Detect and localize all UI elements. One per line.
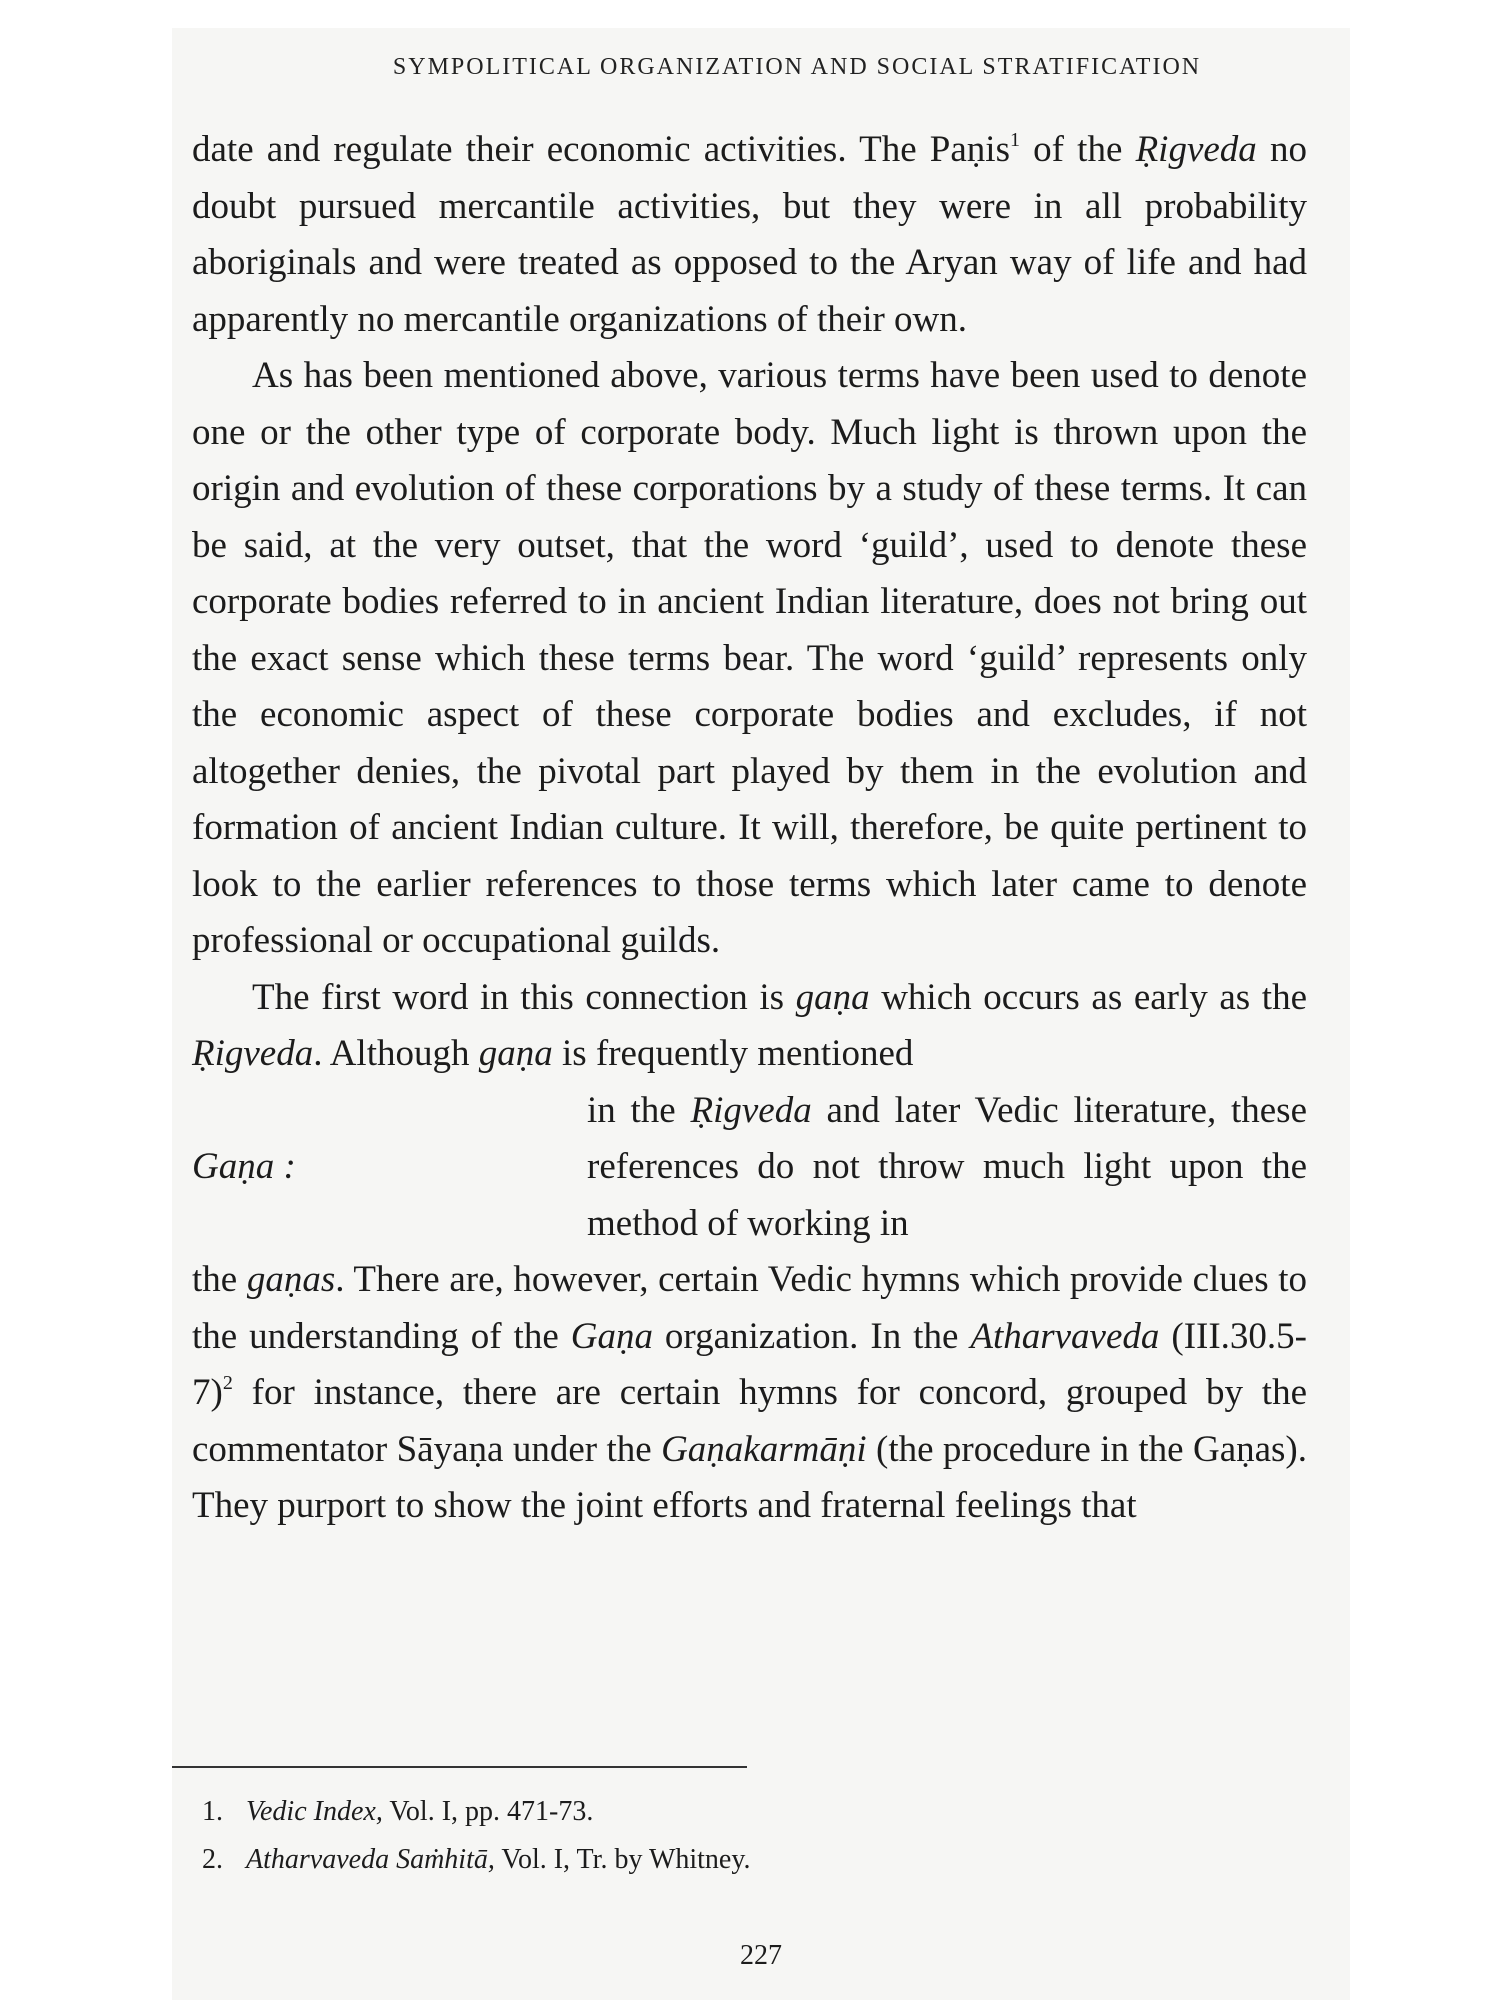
paragraph-4: the gaṇas. There are, however, certain Vedic hymns which provide clues to the understanding of the Gaṇa organization. In the Atharvaveda $(III.30.5-7)^2$ for instance, there are certain hymns for concord, grouped by the commentator Sāyaṇa under the Gaṇakarmāṇi (the procedure in the Gaṇas). They purport to show the joint efforts and fraternal feelings that [192, 1259, 1308, 1526]
book-page [172, 28, 1350, 2000]
footnote-2: 2. Atharvaveda Saṁhitā, Vol. I, Tr. by Whitney. [202, 1844, 751, 1875]
footnote-divider [172, 1766, 747, 1768]
term-ganakarmani: Gaṇakarmāṇi [661, 1428, 867, 1470]
page-body [192, 122, 1307, 1535]
footnotes [202, 1788, 1202, 1884]
footnote-ref-1: 1 [1009, 129, 1020, 151]
side-heading-gana: Gaṇa : [192, 1146, 296, 1187]
running-head: SYMPOLITICAL ORGANIZATION AND SOCIAL STRATIFICATION [392, 54, 1202, 80]
term-ganas: gaṇas [246, 1259, 336, 1300]
footnote-ref-2: 2 [222, 1372, 233, 1394]
footnote-1: 1. Vedic Index, Vol. I, pp. 471-73. [202, 1796, 594, 1827]
term-gana: Gaṇa [570, 1315, 653, 1357]
paragraph-3: The first word in this connection is gaṇa which occurs as early as the Ṛigveda. Although gaṇa is frequently mentioned [192, 976, 1307, 1074]
paragraph-2: As has been mentioned above, various terms have been used to denote one or the other type of corporate body. Much light is thrown upon the origin and evolution of these corporations by a study of these terms. It can be said, at the very outset, that the word ‘guild’, used to denote these corporate bodies referred to in ancient Indian literature, does not bring out the exact sense which these terms bear. The word ‘guild’ represents only the economic aspect of these corporate bodies and excludes, if not altogether denies, the pivotal part played by them in the evolution and formation of ancient Indian culture. It will, therefore, be quite pertinent to look to the earlier references to those terms which later came to denote professional or occupational guilds. [192, 355, 1307, 961]
paragraph-1: date and regulate their economic activities. The Paṇis$^1$ of the Ṛigveda no doubt pursued mercantile activities, but they were in all probability aboriginals and were treated as opposed to the Aryan way of life and had apparently no mercantile organizations of their own. [192, 129, 1307, 340]
term-rigveda: Ṛigveda [690, 1089, 812, 1131]
term-atharvaveda: Atharvaveda [970, 1315, 1160, 1357]
page-number: 227 [740, 1940, 782, 1971]
term-rigveda: Ṛigveda [192, 1033, 314, 1074]
term-gana: gaṇa [795, 976, 870, 1018]
indented-column-text: in the Ṛigveda and later Vedic literature, these references do not throw much light upon the method of working in [587, 1089, 1307, 1244]
term-gana: gaṇa [478, 1033, 553, 1074]
gana-section-block [192, 1083, 1307, 1253]
term-rigveda: Ṛigveda [1135, 129, 1257, 170]
